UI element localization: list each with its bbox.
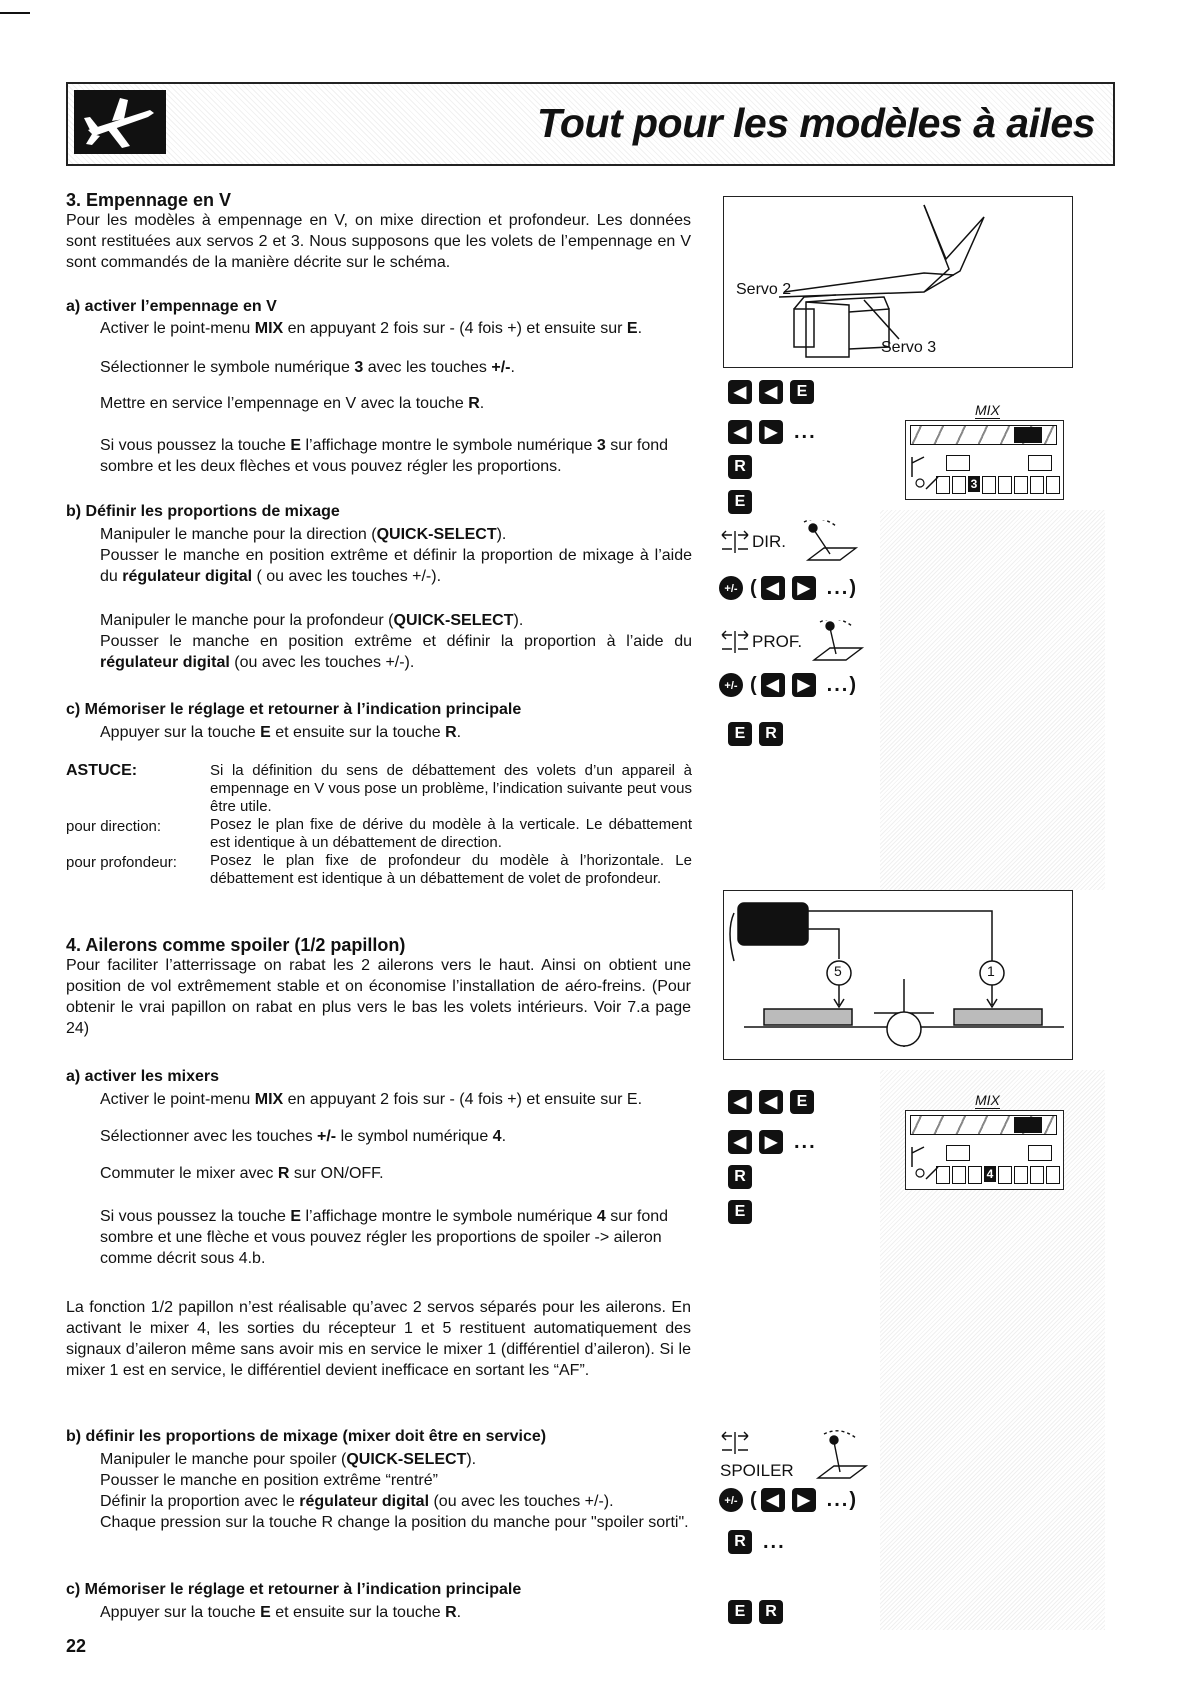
svg-text:+/-: +/- <box>724 583 738 595</box>
keys-row-8 <box>728 1200 759 1224</box>
digital-regulator-row-1: +/- ( ◀ ▶ ... ) <box>718 575 856 601</box>
section3-heading: 3. Empennage en V <box>66 190 232 210</box>
section4-a-line4: Si vous poussez la touche E l’affichage montre le symbole numérique 4 sur fond sombre et une flèche et vous pouvez régler les proportions de spoiler -> aileron comme décrit sous 4.b. <box>100 1208 669 1267</box>
minus-key[interactable]: ◀ <box>728 380 752 404</box>
minus-key[interactable]: ◀ <box>759 1090 783 1114</box>
mix-bar-highlight <box>1014 427 1042 443</box>
mixer-number-row <box>936 1166 1060 1184</box>
section3-intro: Pour les modèles à empennage en V, on mixe direction et profondeur. Les données sont restituées aux servos 2 et 3. Nous supposons que les volets de l’empennage en V sont commandés de la manière décrite sur le schéma. <box>66 212 691 271</box>
keys-row-er-1 <box>728 722 790 746</box>
vtail-diagram <box>723 196 1073 368</box>
mix-label: MIX <box>975 402 1000 418</box>
keys-row-9: R ... <box>728 1530 786 1554</box>
prof-control <box>720 620 866 664</box>
minus-key[interactable]: ◀ <box>728 1090 752 1114</box>
tip-label: ASTUCE: <box>66 762 138 779</box>
page-number: 22 <box>66 1636 87 1656</box>
section3-b-line1: Manipuler le manche pour la direction (QUICK-SELECT). <box>100 526 507 543</box>
section4-b-heading: b) définir les proportions de mixage (mixer doit être en service) <box>66 1428 547 1445</box>
r-key[interactable]: R <box>728 1530 752 1554</box>
section3-a-heading: a) activer l’empennage en V <box>66 298 277 315</box>
plus-key[interactable]: ▶ <box>792 1488 816 1512</box>
stick-symbol-icon <box>720 529 750 555</box>
plus-key[interactable]: ▶ <box>792 576 816 600</box>
mix-display-2 <box>905 1092 1065 1192</box>
stick-symbol-icon <box>720 629 750 655</box>
section4-b-line4: Chaque pression sur la touche R change la position du manche pour "spoiler sorti". <box>100 1514 689 1531</box>
section4-intro: Pour faciliter l’atterrissage on rabat les 2 ailerons vers le haut. Ainsi on obtient une position de vol extrêmement stable et on économise l’installation de aéro-freins. (Pour obtenir le vrai papillon on rabat en plus vers le bas les volets intérieurs. Voir 7.a page 24) <box>66 957 691 1037</box>
keys-row-3 <box>728 455 759 479</box>
airplane-icon <box>74 90 166 154</box>
section3-b-heading: b) Définir les proportions de mixage <box>66 503 340 520</box>
section4-a-line1: Activer le point-menu MIX en appuyant 2 fois sur - (4 fois +) et ensuite sur E. <box>100 1091 643 1108</box>
tip-text: Si la définition du sens de débattement des volets d’un appareil à empennage en V vous pose un problème, l’indication suivante peut vous être utile. <box>210 762 692 815</box>
section4-heading: 4. Ailerons comme spoiler (1/2 papillon) <box>66 935 406 955</box>
joystick-icon <box>806 620 866 664</box>
section4-a-line2: Sélectionner avec les touches +/- le symbol numérique 4. <box>100 1128 507 1145</box>
keys-row-4 <box>728 490 759 514</box>
minus-key[interactable]: ◀ <box>761 1488 785 1512</box>
section3-c-line1: Appuyer sur la touche E et ensuite sur la touche R. <box>100 724 462 741</box>
section3-a-line1: Activer le point-menu MIX en appuyant 2 fois sur - (4 fois +) et ensuite sur E. <box>100 320 643 337</box>
minus-key[interactable]: ◀ <box>761 576 785 600</box>
mix-display-1 <box>905 402 1065 502</box>
selected-mixer-digit: 4 <box>984 1166 996 1182</box>
plus-key[interactable]: ▶ <box>792 673 816 697</box>
servo2-label: Servo 2 <box>736 281 792 298</box>
section3-b-line4: Pousser le manche en position extrême et définir la proportion à l’aide du régulateur digital (ou avec les touches +/-). <box>100 633 692 671</box>
digital-regulator-row-2: +/- ( ◀ ▶ ... ) <box>718 672 856 698</box>
r-key[interactable]: R <box>728 1165 752 1189</box>
background-texture <box>880 510 1105 890</box>
e-key[interactable]: E <box>790 380 814 404</box>
section3-a-line3: Mettre en service l’empennage en V avec la touche R. <box>100 395 485 412</box>
direction-label: pour direction: <box>66 818 162 835</box>
keys-row-5 <box>728 1090 821 1114</box>
crop-mark <box>0 12 30 14</box>
r-key[interactable]: R <box>728 455 752 479</box>
keys-row-2 <box>728 420 817 444</box>
e-key[interactable]: E <box>790 1090 814 1114</box>
keys-row-7 <box>728 1165 759 1189</box>
e-key[interactable]: E <box>728 490 752 514</box>
section4-b-line2: Pousser le manche en position extrême “rentré” <box>100 1472 438 1489</box>
output-1-label: 1 <box>987 963 995 979</box>
plus-key[interactable]: ▶ <box>759 420 783 444</box>
section3-b-line2: Pousser le manche en position extrême et définir la proportion de mixage à l’aide du régulateur digital ( ou avec les touches +/-). <box>100 547 692 585</box>
digital-regulator-icon[interactable] <box>718 1487 744 1513</box>
e-key[interactable]: E <box>728 1200 752 1224</box>
section4-b-line3: Définir la proportion avec le régulateur digital (ou avec les touches +/-). <box>100 1493 614 1510</box>
section3-a-line4: Si vous poussez la touche E l’affichage montre le symbole numérique 3 sur fond sombre et les deux flèches et vous pouvez régler les proportions. <box>100 437 669 475</box>
section4-paragraph: La fonction 1/2 papillon n’est réalisable qu’avec 2 servos séparés pour les ailerons. En activant le mixer 4, les sorties du récepteur 1 et 5 restituent automatiquement des signaux d’aileron même sans avoir mis en service le mixer 1 (différentiel d’aileron). Si le mixer 1 est en service, le différentiel devient inefficace en sortant les “AF”. <box>66 1299 691 1379</box>
section4-c-line1: Appuyer sur la touche E et ensuite sur la touche R. <box>100 1604 462 1621</box>
stick-symbol-icon <box>720 1430 750 1456</box>
direction-text: Posez le plan fixe de dérive du modèle à la verticale. Le débattement est identique à un débattement de direction. <box>210 816 692 851</box>
digital-regulator-row-3: +/- ( ◀ ▶ ... ) <box>718 1487 856 1513</box>
spoiler-diagram <box>723 890 1073 1060</box>
section3-a-line2: Sélectionner le symbole numérique 3 avec les touches +/-. <box>100 359 515 376</box>
output-5-label: 5 <box>834 963 842 979</box>
section3-b-line3: Manipuler le manche pour la profondeur (QUICK-SELECT). <box>100 612 524 629</box>
digital-regulator-icon[interactable] <box>718 575 744 601</box>
mix-bar-highlight <box>1014 1117 1042 1133</box>
spoiler-control <box>720 1430 794 1481</box>
r-key[interactable]: R <box>759 722 783 746</box>
e-key[interactable]: E <box>728 1600 752 1624</box>
r-key[interactable]: R <box>759 1600 783 1624</box>
e-key[interactable]: E <box>728 722 752 746</box>
mixer-number-row <box>936 476 1060 494</box>
keys-row-1 <box>728 380 821 404</box>
joystick-icon <box>800 520 860 564</box>
keys-row-er-2 <box>728 1600 790 1624</box>
plus-key[interactable]: ▶ <box>759 1130 783 1154</box>
section4-c-heading: c) Mémoriser le réglage et retourner à l’indication principale <box>66 1581 522 1598</box>
selected-mixer-digit: 3 <box>968 476 980 492</box>
minus-key[interactable]: ◀ <box>761 673 785 697</box>
spoiler-label: SPOILER <box>720 1461 794 1480</box>
keys-row-6: ◀ ▶ ... <box>728 1130 817 1154</box>
minus-key[interactable]: ◀ <box>728 420 752 444</box>
profondeur-text: Posez le plan fixe de profondeur du modèle à l’horizontale. Le débattement est identique à un débattement de volet de profondeur. <box>210 852 692 887</box>
section4-a-heading: a) activer les mixers <box>66 1068 219 1085</box>
svg-text:+/-: +/- <box>724 680 738 692</box>
section4-b-line1: Manipuler le manche pour spoiler (QUICK-SELECT). <box>100 1451 477 1468</box>
dir-control <box>720 520 860 564</box>
prof-label: PROF. <box>752 632 803 651</box>
profondeur-label: pour profondeur: <box>66 854 177 871</box>
minus-key[interactable]: ◀ <box>728 1130 752 1154</box>
servo3-label: Servo 3 <box>881 339 937 356</box>
section3-c-heading: c) Mémoriser le réglage et retourner à l’indication principale <box>66 701 522 718</box>
page-title: Tout pour les modèles à ailes <box>536 100 1095 146</box>
minus-key[interactable]: ◀ <box>759 380 783 404</box>
svg-text:+/-: +/- <box>724 1495 738 1507</box>
digital-regulator-icon[interactable] <box>718 672 744 698</box>
section4-a-line3: Commuter le mixer avec R sur ON/OFF. <box>100 1165 384 1182</box>
dir-label: DIR. <box>752 532 786 551</box>
joystick-icon <box>810 1428 870 1482</box>
ellipsis: ... <box>794 420 817 443</box>
mix-label: MIX <box>975 1092 1000 1108</box>
